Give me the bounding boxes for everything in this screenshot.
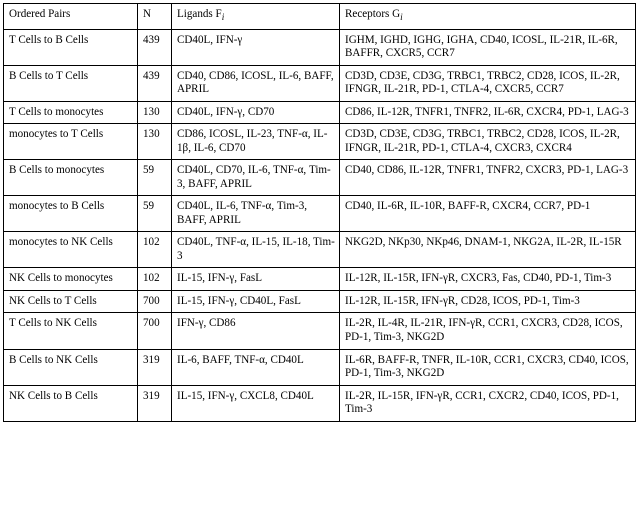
table-row bbox=[4, 160, 636, 196]
column-header-receptors-sub: i bbox=[400, 13, 403, 24]
cell-ordered-pair: NK Cells to B Cells bbox=[4, 385, 138, 421]
cell-ordered-pair: B Cells to monocytes bbox=[4, 160, 138, 196]
cell-receptors: IL-12R, IL-15R, IFN-γR, CD28, ICOS, PD-1, Tim-3 bbox=[340, 290, 636, 313]
table-row bbox=[4, 268, 636, 291]
cell-ligands: CD40L, TNF-α, IL-15, IL-18, Tim-3 bbox=[172, 232, 340, 268]
column-header-ligands-text: Ligands F bbox=[177, 8, 222, 20]
cell-n: 102 bbox=[138, 268, 172, 291]
table-row bbox=[4, 385, 636, 421]
cell-ligands: CD40L, IL-6, TNF-α, Tim-3, BAFF, APRIL bbox=[172, 196, 340, 232]
cell-ordered-pair: monocytes to T Cells bbox=[4, 124, 138, 160]
cell-ordered-pair: B Cells to T Cells bbox=[4, 65, 138, 101]
cell-receptors: CD3D, CD3E, CD3G, TRBC1, TRBC2, CD28, ICOS, IL-2R, IFNGR, IL-21R, PD-1, CTLA-4, CXCR5, CCR7 bbox=[340, 65, 636, 101]
cell-receptors: CD86, IL-12R, TNFR1, TNFR2, IL-6R, CXCR4, PD-1, LAG-3 bbox=[340, 101, 636, 124]
table-header-row bbox=[4, 4, 636, 30]
cell-receptors: IL-2R, IL-4R, IL-21R, IFN-γR, CCR1, CXCR3, CD28, ICOS, PD-1, Tim-3, NKG2D bbox=[340, 313, 636, 349]
column-header-receptors bbox=[340, 4, 636, 30]
column-header-ligands-sub: i bbox=[221, 13, 225, 24]
cell-n: 130 bbox=[138, 101, 172, 124]
table-row bbox=[4, 290, 636, 313]
cell-ordered-pair: NK Cells to monocytes bbox=[4, 268, 138, 291]
cell-ligands: CD40L, CD70, IL-6, TNF-α, Tim-3, BAFF, APRIL bbox=[172, 160, 340, 196]
cell-ordered-pair: T Cells to monocytes bbox=[4, 101, 138, 124]
cell-n: 439 bbox=[138, 65, 172, 101]
table-row bbox=[4, 29, 636, 65]
cell-n: 102 bbox=[138, 232, 172, 268]
table-body bbox=[4, 29, 636, 421]
column-header-receptors-text: Receptors G bbox=[345, 8, 401, 20]
cell-ligands: CD40L, IFN-γ, CD70 bbox=[172, 101, 340, 124]
cell-ligands: CD40L, IFN-γ bbox=[172, 29, 340, 65]
cell-ligands: CD86, ICOSL, IL-23, TNF-α, IL-1β, IL-6, CD70 bbox=[172, 124, 340, 160]
cell-receptors: CD40, CD86, IL-12R, TNFR1, TNFR2, CXCR3, PD-1, LAG-3 bbox=[340, 160, 636, 196]
cell-n: 700 bbox=[138, 313, 172, 349]
cell-n: 59 bbox=[138, 160, 172, 196]
cell-n: 59 bbox=[138, 196, 172, 232]
cell-ligands: IFN-γ, CD86 bbox=[172, 313, 340, 349]
table-row bbox=[4, 232, 636, 268]
cell-n: 130 bbox=[138, 124, 172, 160]
cell-receptors: IGHM, IGHD, IGHG, IGHA, CD40, ICOSL, IL-21R, IL-6R, BAFFR, CXCR5, CCR7 bbox=[340, 29, 636, 65]
table-header bbox=[4, 4, 636, 30]
cell-ligands: CD40, CD86, ICOSL, IL-6, BAFF, APRIL bbox=[172, 65, 340, 101]
cell-ordered-pair: monocytes to NK Cells bbox=[4, 232, 138, 268]
table-row bbox=[4, 313, 636, 349]
column-header-n: N bbox=[138, 4, 172, 30]
column-header-ordered-pairs: Ordered Pairs bbox=[4, 4, 138, 30]
table-row bbox=[4, 124, 636, 160]
table-row bbox=[4, 101, 636, 124]
cell-ordered-pair: T Cells to B Cells bbox=[4, 29, 138, 65]
cell-ligands: IL-15, IFN-γ, FasL bbox=[172, 268, 340, 291]
cell-ligands: IL-15, IFN-γ, CXCL8, CD40L bbox=[172, 385, 340, 421]
cell-ordered-pair: NK Cells to T Cells bbox=[4, 290, 138, 313]
table-row bbox=[4, 196, 636, 232]
cell-receptors: CD3D, CD3E, CD3G, TRBC1, TRBC2, CD28, ICOS, IL-2R, IFNGR, IL-21R, PD-1, CTLA-4, CXCR3, CXCR4 bbox=[340, 124, 636, 160]
cell-receptors: IL-12R, IL-15R, IFN-γR, CXCR3, Fas, CD40, PD-1, Tim-3 bbox=[340, 268, 636, 291]
column-header-ligands bbox=[172, 4, 340, 30]
cell-ordered-pair: B Cells to NK Cells bbox=[4, 349, 138, 385]
cell-n: 439 bbox=[138, 29, 172, 65]
cell-receptors: NKG2D, NKp30, NKp46, DNAM-1, NKG2A, IL-2R, IL-15R bbox=[340, 232, 636, 268]
table-row bbox=[4, 349, 636, 385]
ordered-pairs-table bbox=[3, 3, 636, 422]
cell-n: 319 bbox=[138, 349, 172, 385]
cell-n: 319 bbox=[138, 385, 172, 421]
cell-ligands: IL-15, IFN-γ, CD40L, FasL bbox=[172, 290, 340, 313]
cell-receptors: CD40, IL-6R, IL-10R, BAFF-R, CXCR4, CCR7, PD-1 bbox=[340, 196, 636, 232]
cell-ordered-pair: T Cells to NK Cells bbox=[4, 313, 138, 349]
cell-ligands: IL-6, BAFF, TNF-α, CD40L bbox=[172, 349, 340, 385]
cell-receptors: IL-2R, IL-15R, IFN-γR, CCR1, CXCR2, CD40, ICOS, PD-1, Tim-3 bbox=[340, 385, 636, 421]
table-row bbox=[4, 65, 636, 101]
cell-ordered-pair: monocytes to B Cells bbox=[4, 196, 138, 232]
cell-receptors: IL-6R, BAFF-R, TNFR, IL-10R, CCR1, CXCR3, CD40, ICOS, PD-1, Tim-3, NKG2D bbox=[340, 349, 636, 385]
cell-n: 700 bbox=[138, 290, 172, 313]
